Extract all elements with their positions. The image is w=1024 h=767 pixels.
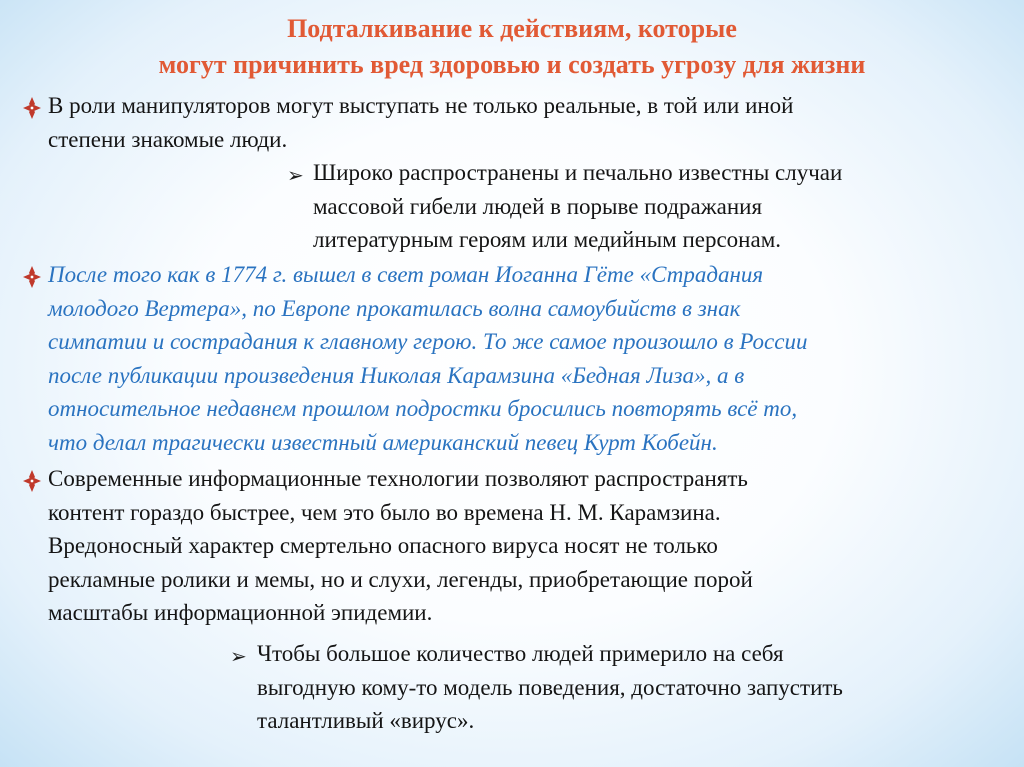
paragraph-3-line: контент гораздо быстрее, чем это было во времена Н. М. Карамзина.	[48, 499, 721, 525]
paragraph-2-line: относительное недавнем прошлом подростки бросились повторять всё то,	[48, 396, 798, 421]
arrow-right-icon: ➢	[287, 165, 304, 187]
paragraph-2-line: симпатии и сострадания к главному герою. То же самое произошло в России	[48, 329, 808, 354]
paragraph-2-line: молодого Вертера», по Европе прокатилась волна самоубийств в знак	[48, 295, 741, 321]
paragraph-2-quote	[48, 258, 807, 459]
subpoint-2	[257, 637, 843, 738]
arrow-right-icon: ➢	[230, 646, 247, 668]
diamond-flower-icon	[22, 469, 42, 493]
paragraph-3-line: рекламные ролики и мемы, но и слухи, легенды, приобретающие порой	[48, 566, 753, 592]
paragraph-1-line: степени знакомые люди.	[48, 126, 288, 152]
paragraph-3-line: масштабы информационной эпидемии.	[48, 600, 433, 625]
paragraph-3	[48, 462, 753, 630]
paragraph-2-line: После того как в 1774 г. вышел в свет роман Иоганна Гёте «Страдания	[48, 262, 764, 287]
paragraph-3-line: Вредоносный характер смертельно опасного вируса носят не только	[48, 533, 718, 558]
subpoint-1	[313, 156, 842, 257]
subpoint-1-line: литературным героям или медийным персонам.	[313, 227, 781, 252]
subpoint-2-line: талантливый «вирус».	[257, 708, 475, 733]
subpoint-2-line: выгодную кому-то модель поведения, достаточно запустить	[257, 674, 843, 700]
subpoint-2-line: Чтобы большое количество людей примерило на себя	[257, 641, 784, 666]
diamond-flower-icon	[22, 265, 42, 289]
subpoint-1-line: массовой гибели людей в порыве подражания	[313, 193, 763, 219]
slide-title-line-1: Подталкивание к действиям, которые	[287, 14, 737, 43]
paragraph-2-line: что делал трагически известный американский певец Курт Кобейн.	[48, 429, 718, 455]
paragraph-3-line: Современные информационные технологии позволяют распространять	[48, 466, 748, 491]
paragraph-2-line: после публикации произведения Николая Карамзина «Бедная Лиза», а в	[48, 362, 745, 388]
slide-title-line-2: могут причинить вред здоровью и создать угрозу для жизни	[158, 50, 866, 79]
subpoint-1-line: Широко распространены и печально известны случаи	[313, 160, 843, 185]
paragraph-1-line: В роли манипуляторов могут выступать не только реальные, в той или иной	[48, 93, 794, 118]
diamond-flower-icon	[22, 96, 42, 120]
paragraph-1	[48, 89, 794, 156]
